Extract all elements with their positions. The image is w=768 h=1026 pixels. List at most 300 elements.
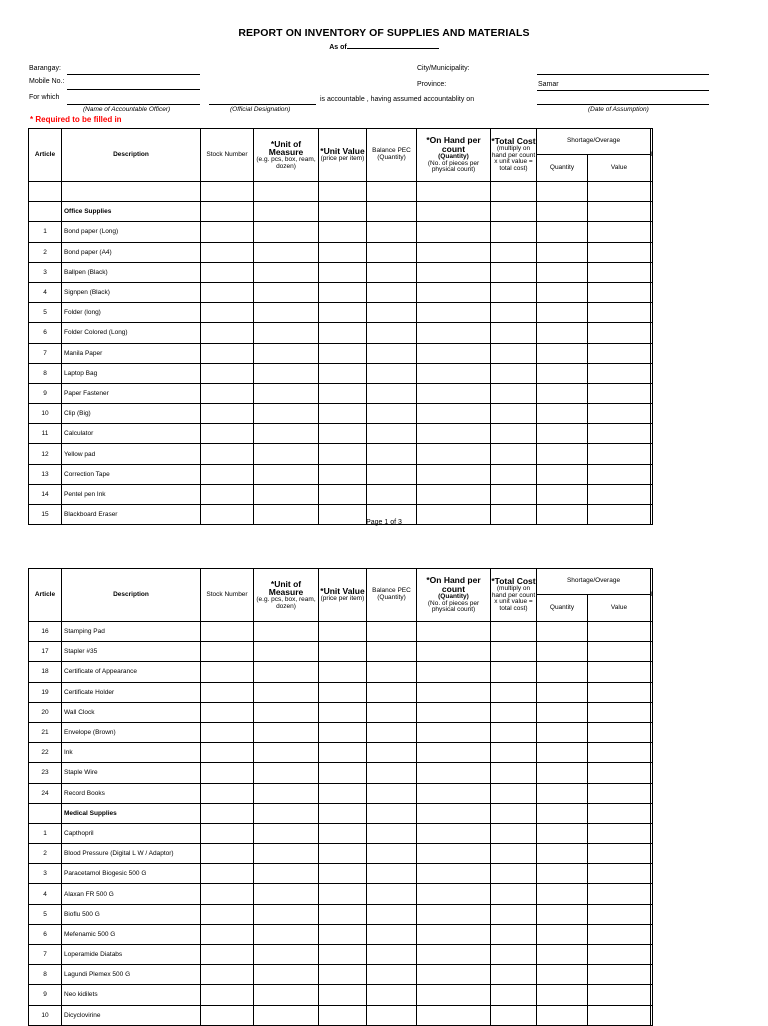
balance-pec-cell[interactable] bbox=[367, 803, 417, 823]
total-cost-cell[interactable] bbox=[491, 363, 537, 383]
shortage-value-cell[interactable] bbox=[588, 763, 651, 783]
shortage-quantity-cell[interactable] bbox=[537, 242, 588, 262]
remarks-cell[interactable] bbox=[651, 763, 653, 783]
stock-number-cell[interactable] bbox=[201, 904, 254, 924]
unit-measure-cell[interactable] bbox=[254, 965, 319, 985]
total-cost-cell[interactable] bbox=[491, 323, 537, 343]
balance-pec-cell[interactable] bbox=[367, 444, 417, 464]
shortage-value-cell[interactable] bbox=[588, 404, 651, 424]
shortage-quantity-cell[interactable] bbox=[537, 642, 588, 662]
stock-number-cell[interactable] bbox=[201, 404, 254, 424]
unit-value-cell[interactable] bbox=[319, 803, 367, 823]
unit-measure-cell[interactable] bbox=[254, 1005, 319, 1025]
remarks-cell[interactable] bbox=[651, 262, 653, 282]
province-field[interactable] bbox=[537, 90, 709, 91]
remarks-cell[interactable] bbox=[651, 464, 653, 484]
unit-value-cell[interactable] bbox=[319, 222, 367, 242]
shortage-quantity-cell[interactable] bbox=[537, 844, 588, 864]
unit-value-cell[interactable] bbox=[319, 682, 367, 702]
shortage-quantity-cell[interactable] bbox=[537, 464, 588, 484]
total-cost-cell[interactable] bbox=[491, 823, 537, 843]
balance-pec-cell[interactable] bbox=[367, 965, 417, 985]
balance-pec-cell[interactable] bbox=[367, 282, 417, 302]
remarks-cell[interactable] bbox=[651, 924, 653, 944]
on-hand-cell[interactable] bbox=[417, 262, 491, 282]
on-hand-cell[interactable] bbox=[417, 864, 491, 884]
total-cost-cell[interactable] bbox=[491, 904, 537, 924]
remarks-cell[interactable] bbox=[651, 803, 653, 823]
stock-number-cell[interactable] bbox=[201, 682, 254, 702]
stock-number-cell[interactable] bbox=[201, 1005, 254, 1025]
stock-number-cell[interactable] bbox=[201, 985, 254, 1005]
unit-value-cell[interactable] bbox=[319, 945, 367, 965]
unit-measure-cell[interactable] bbox=[254, 282, 319, 302]
unit-value-cell[interactable] bbox=[319, 783, 367, 803]
shortage-value-cell[interactable] bbox=[588, 985, 651, 1005]
balance-pec-cell[interactable] bbox=[367, 924, 417, 944]
shortage-value-cell[interactable] bbox=[588, 182, 651, 202]
unit-value-cell[interactable] bbox=[319, 182, 367, 202]
unit-measure-cell[interactable] bbox=[254, 323, 319, 343]
unit-measure-cell[interactable] bbox=[254, 424, 319, 444]
balance-pec-cell[interactable] bbox=[367, 1005, 417, 1025]
shortage-value-cell[interactable] bbox=[588, 743, 651, 763]
shortage-value-cell[interactable] bbox=[588, 844, 651, 864]
on-hand-cell[interactable] bbox=[417, 803, 491, 823]
total-cost-cell[interactable] bbox=[491, 303, 537, 323]
unit-measure-cell[interactable] bbox=[254, 904, 319, 924]
unit-value-cell[interactable] bbox=[319, 823, 367, 843]
balance-pec-cell[interactable] bbox=[367, 323, 417, 343]
unit-measure-cell[interactable] bbox=[254, 763, 319, 783]
unit-measure-cell[interactable] bbox=[254, 803, 319, 823]
balance-pec-cell[interactable] bbox=[367, 404, 417, 424]
unit-value-cell[interactable] bbox=[319, 343, 367, 363]
remarks-cell[interactable] bbox=[651, 864, 653, 884]
shortage-value-cell[interactable] bbox=[588, 444, 651, 464]
unit-measure-cell[interactable] bbox=[254, 303, 319, 323]
on-hand-cell[interactable] bbox=[417, 823, 491, 843]
shortage-quantity-cell[interactable] bbox=[537, 803, 588, 823]
total-cost-cell[interactable] bbox=[491, 844, 537, 864]
on-hand-cell[interactable] bbox=[417, 965, 491, 985]
unit-measure-cell[interactable] bbox=[254, 222, 319, 242]
stock-number-cell[interactable] bbox=[201, 702, 254, 722]
stock-number-cell[interactable] bbox=[201, 222, 254, 242]
shortage-value-cell[interactable] bbox=[588, 222, 651, 242]
on-hand-cell[interactable] bbox=[417, 945, 491, 965]
remarks-cell[interactable] bbox=[651, 282, 653, 302]
shortage-value-cell[interactable] bbox=[588, 1005, 651, 1025]
unit-value-cell[interactable] bbox=[319, 404, 367, 424]
stock-number-cell[interactable] bbox=[201, 662, 254, 682]
total-cost-cell[interactable] bbox=[491, 722, 537, 742]
remarks-cell[interactable] bbox=[651, 1005, 653, 1025]
unit-value-cell[interactable] bbox=[319, 464, 367, 484]
total-cost-cell[interactable] bbox=[491, 484, 537, 504]
on-hand-cell[interactable] bbox=[417, 242, 491, 262]
stock-number-cell[interactable] bbox=[201, 763, 254, 783]
on-hand-cell[interactable] bbox=[417, 444, 491, 464]
total-cost-cell[interactable] bbox=[491, 383, 537, 403]
unit-measure-cell[interactable] bbox=[254, 662, 319, 682]
on-hand-cell[interactable] bbox=[417, 202, 491, 222]
shortage-value-cell[interactable] bbox=[588, 722, 651, 742]
remarks-cell[interactable] bbox=[651, 182, 653, 202]
unit-value-cell[interactable] bbox=[319, 743, 367, 763]
remarks-cell[interactable] bbox=[651, 444, 653, 464]
unit-value-cell[interactable] bbox=[319, 642, 367, 662]
shortage-value-cell[interactable] bbox=[588, 924, 651, 944]
remarks-cell[interactable] bbox=[651, 404, 653, 424]
unit-measure-cell[interactable] bbox=[254, 682, 319, 702]
balance-pec-cell[interactable] bbox=[367, 823, 417, 843]
shortage-value-cell[interactable] bbox=[588, 622, 651, 642]
shortage-value-cell[interactable] bbox=[588, 783, 651, 803]
total-cost-cell[interactable] bbox=[491, 884, 537, 904]
shortage-quantity-cell[interactable] bbox=[537, 202, 588, 222]
unit-measure-cell[interactable] bbox=[254, 484, 319, 504]
remarks-cell[interactable] bbox=[651, 965, 653, 985]
unit-measure-cell[interactable] bbox=[254, 823, 319, 843]
total-cost-cell[interactable] bbox=[491, 702, 537, 722]
unit-measure-cell[interactable] bbox=[254, 242, 319, 262]
unit-measure-cell[interactable] bbox=[254, 202, 319, 222]
unit-value-cell[interactable] bbox=[319, 424, 367, 444]
accountable-officer-field[interactable] bbox=[67, 104, 200, 105]
unit-value-cell[interactable] bbox=[319, 985, 367, 1005]
unit-value-cell[interactable] bbox=[319, 444, 367, 464]
balance-pec-cell[interactable] bbox=[367, 363, 417, 383]
on-hand-cell[interactable] bbox=[417, 924, 491, 944]
balance-pec-cell[interactable] bbox=[367, 303, 417, 323]
shortage-quantity-cell[interactable] bbox=[537, 864, 588, 884]
stock-number-cell[interactable] bbox=[201, 323, 254, 343]
remarks-cell[interactable] bbox=[651, 424, 653, 444]
total-cost-cell[interactable] bbox=[491, 343, 537, 363]
unit-value-cell[interactable] bbox=[319, 965, 367, 985]
stock-number-cell[interactable] bbox=[201, 924, 254, 944]
balance-pec-cell[interactable] bbox=[367, 743, 417, 763]
balance-pec-cell[interactable] bbox=[367, 904, 417, 924]
shortage-value-cell[interactable] bbox=[588, 262, 651, 282]
total-cost-cell[interactable] bbox=[491, 444, 537, 464]
shortage-value-cell[interactable] bbox=[588, 464, 651, 484]
unit-measure-cell[interactable] bbox=[254, 404, 319, 424]
shortage-value-cell[interactable] bbox=[588, 904, 651, 924]
unit-value-cell[interactable] bbox=[319, 702, 367, 722]
total-cost-cell[interactable] bbox=[491, 783, 537, 803]
remarks-cell[interactable] bbox=[651, 823, 653, 843]
balance-pec-cell[interactable] bbox=[367, 222, 417, 242]
shortage-quantity-cell[interactable] bbox=[537, 343, 588, 363]
unit-value-cell[interactable] bbox=[319, 722, 367, 742]
unit-measure-cell[interactable] bbox=[254, 363, 319, 383]
unit-measure-cell[interactable] bbox=[254, 444, 319, 464]
shortage-quantity-cell[interactable] bbox=[537, 662, 588, 682]
total-cost-cell[interactable] bbox=[491, 985, 537, 1005]
total-cost-cell[interactable] bbox=[491, 864, 537, 884]
unit-measure-cell[interactable] bbox=[254, 343, 319, 363]
remarks-cell[interactable] bbox=[651, 303, 653, 323]
total-cost-cell[interactable] bbox=[491, 945, 537, 965]
stock-number-cell[interactable] bbox=[201, 864, 254, 884]
unit-measure-cell[interactable] bbox=[254, 884, 319, 904]
unit-measure-cell[interactable] bbox=[254, 945, 319, 965]
balance-pec-cell[interactable] bbox=[367, 722, 417, 742]
remarks-cell[interactable] bbox=[651, 844, 653, 864]
shortage-value-cell[interactable] bbox=[588, 242, 651, 262]
unit-measure-cell[interactable] bbox=[254, 985, 319, 1005]
unit-measure-cell[interactable] bbox=[254, 182, 319, 202]
total-cost-cell[interactable] bbox=[491, 924, 537, 944]
stock-number-cell[interactable] bbox=[201, 823, 254, 843]
balance-pec-cell[interactable] bbox=[367, 182, 417, 202]
balance-pec-cell[interactable] bbox=[367, 242, 417, 262]
on-hand-cell[interactable] bbox=[417, 383, 491, 403]
remarks-cell[interactable] bbox=[651, 702, 653, 722]
remarks-cell[interactable] bbox=[651, 904, 653, 924]
total-cost-cell[interactable] bbox=[491, 803, 537, 823]
on-hand-cell[interactable] bbox=[417, 182, 491, 202]
shortage-value-cell[interactable] bbox=[588, 965, 651, 985]
stock-number-cell[interactable] bbox=[201, 343, 254, 363]
remarks-cell[interactable] bbox=[651, 682, 653, 702]
shortage-quantity-cell[interactable] bbox=[537, 363, 588, 383]
on-hand-cell[interactable] bbox=[417, 722, 491, 742]
balance-pec-cell[interactable] bbox=[367, 262, 417, 282]
shortage-quantity-cell[interactable] bbox=[537, 924, 588, 944]
unit-value-cell[interactable] bbox=[319, 303, 367, 323]
remarks-cell[interactable] bbox=[651, 222, 653, 242]
shortage-quantity-cell[interactable] bbox=[537, 702, 588, 722]
on-hand-cell[interactable] bbox=[417, 484, 491, 504]
remarks-cell[interactable] bbox=[651, 662, 653, 682]
shortage-quantity-cell[interactable] bbox=[537, 303, 588, 323]
stock-number-cell[interactable] bbox=[201, 262, 254, 282]
shortage-value-cell[interactable] bbox=[588, 282, 651, 302]
shortage-value-cell[interactable] bbox=[588, 343, 651, 363]
on-hand-cell[interactable] bbox=[417, 303, 491, 323]
unit-measure-cell[interactable] bbox=[254, 722, 319, 742]
balance-pec-cell[interactable] bbox=[367, 985, 417, 1005]
unit-value-cell[interactable] bbox=[319, 844, 367, 864]
mobile-field[interactable] bbox=[67, 89, 200, 90]
unit-measure-cell[interactable] bbox=[254, 743, 319, 763]
shortage-value-cell[interactable] bbox=[588, 303, 651, 323]
unit-measure-cell[interactable] bbox=[254, 464, 319, 484]
remarks-cell[interactable] bbox=[651, 484, 653, 504]
total-cost-cell[interactable] bbox=[491, 404, 537, 424]
shortage-value-cell[interactable] bbox=[588, 702, 651, 722]
shortage-quantity-cell[interactable] bbox=[537, 484, 588, 504]
total-cost-cell[interactable] bbox=[491, 424, 537, 444]
balance-pec-cell[interactable] bbox=[367, 702, 417, 722]
on-hand-cell[interactable] bbox=[417, 622, 491, 642]
shortage-quantity-cell[interactable] bbox=[537, 282, 588, 302]
remarks-cell[interactable] bbox=[651, 323, 653, 343]
balance-pec-cell[interactable] bbox=[367, 622, 417, 642]
on-hand-cell[interactable] bbox=[417, 424, 491, 444]
unit-value-cell[interactable] bbox=[319, 864, 367, 884]
shortage-quantity-cell[interactable] bbox=[537, 622, 588, 642]
balance-pec-cell[interactable] bbox=[367, 783, 417, 803]
unit-measure-cell[interactable] bbox=[254, 383, 319, 403]
unit-value-cell[interactable] bbox=[319, 662, 367, 682]
stock-number-cell[interactable] bbox=[201, 945, 254, 965]
shortage-quantity-cell[interactable] bbox=[537, 884, 588, 904]
total-cost-cell[interactable] bbox=[491, 1005, 537, 1025]
remarks-cell[interactable] bbox=[651, 202, 653, 222]
stock-number-cell[interactable] bbox=[201, 363, 254, 383]
shortage-quantity-cell[interactable] bbox=[537, 222, 588, 242]
balance-pec-cell[interactable] bbox=[367, 763, 417, 783]
unit-measure-cell[interactable] bbox=[254, 783, 319, 803]
shortage-value-cell[interactable] bbox=[588, 424, 651, 444]
unit-value-cell[interactable] bbox=[319, 242, 367, 262]
unit-measure-cell[interactable] bbox=[254, 924, 319, 944]
remarks-cell[interactable] bbox=[651, 783, 653, 803]
shortage-quantity-cell[interactable] bbox=[537, 783, 588, 803]
balance-pec-cell[interactable] bbox=[367, 864, 417, 884]
on-hand-cell[interactable] bbox=[417, 743, 491, 763]
shortage-value-cell[interactable] bbox=[588, 662, 651, 682]
balance-pec-cell[interactable] bbox=[367, 202, 417, 222]
on-hand-cell[interactable] bbox=[417, 343, 491, 363]
unit-value-cell[interactable] bbox=[319, 202, 367, 222]
on-hand-cell[interactable] bbox=[417, 282, 491, 302]
remarks-cell[interactable] bbox=[651, 622, 653, 642]
shortage-quantity-cell[interactable] bbox=[537, 182, 588, 202]
remarks-cell[interactable] bbox=[651, 743, 653, 763]
on-hand-cell[interactable] bbox=[417, 904, 491, 924]
unit-measure-cell[interactable] bbox=[254, 642, 319, 662]
total-cost-cell[interactable] bbox=[491, 662, 537, 682]
on-hand-cell[interactable] bbox=[417, 763, 491, 783]
unit-value-cell[interactable] bbox=[319, 363, 367, 383]
unit-value-cell[interactable] bbox=[319, 323, 367, 343]
date-of-assumption-field[interactable] bbox=[537, 104, 709, 105]
shortage-quantity-cell[interactable] bbox=[537, 904, 588, 924]
shortage-quantity-cell[interactable] bbox=[537, 1005, 588, 1025]
remarks-cell[interactable] bbox=[651, 884, 653, 904]
on-hand-cell[interactable] bbox=[417, 783, 491, 803]
on-hand-cell[interactable] bbox=[417, 642, 491, 662]
stock-number-cell[interactable] bbox=[201, 242, 254, 262]
balance-pec-cell[interactable] bbox=[367, 642, 417, 662]
shortage-value-cell[interactable] bbox=[588, 484, 651, 504]
balance-pec-cell[interactable] bbox=[367, 844, 417, 864]
official-designation-field[interactable] bbox=[209, 104, 316, 105]
stock-number-cell[interactable] bbox=[201, 642, 254, 662]
shortage-quantity-cell[interactable] bbox=[537, 763, 588, 783]
remarks-cell[interactable] bbox=[651, 383, 653, 403]
stock-number-cell[interactable] bbox=[201, 464, 254, 484]
unit-value-cell[interactable] bbox=[319, 904, 367, 924]
barangay-field[interactable] bbox=[67, 74, 200, 75]
balance-pec-cell[interactable] bbox=[367, 682, 417, 702]
shortage-quantity-cell[interactable] bbox=[537, 945, 588, 965]
stock-number-cell[interactable] bbox=[201, 803, 254, 823]
remarks-cell[interactable] bbox=[651, 985, 653, 1005]
unit-measure-cell[interactable] bbox=[254, 702, 319, 722]
unit-value-cell[interactable] bbox=[319, 622, 367, 642]
shortage-value-cell[interactable] bbox=[588, 323, 651, 343]
unit-value-cell[interactable] bbox=[319, 884, 367, 904]
shortage-quantity-cell[interactable] bbox=[537, 323, 588, 343]
total-cost-cell[interactable] bbox=[491, 282, 537, 302]
balance-pec-cell[interactable] bbox=[367, 884, 417, 904]
on-hand-cell[interactable] bbox=[417, 404, 491, 424]
total-cost-cell[interactable] bbox=[491, 182, 537, 202]
stock-number-cell[interactable] bbox=[201, 743, 254, 763]
on-hand-cell[interactable] bbox=[417, 682, 491, 702]
remarks-cell[interactable] bbox=[651, 722, 653, 742]
unit-value-cell[interactable] bbox=[319, 1005, 367, 1025]
shortage-value-cell[interactable] bbox=[588, 864, 651, 884]
total-cost-cell[interactable] bbox=[491, 763, 537, 783]
remarks-cell[interactable] bbox=[651, 642, 653, 662]
balance-pec-cell[interactable] bbox=[367, 424, 417, 444]
on-hand-cell[interactable] bbox=[417, 985, 491, 1005]
stock-number-cell[interactable] bbox=[201, 965, 254, 985]
unit-value-cell[interactable] bbox=[319, 763, 367, 783]
shortage-quantity-cell[interactable] bbox=[537, 424, 588, 444]
stock-number-cell[interactable] bbox=[201, 722, 254, 742]
balance-pec-cell[interactable] bbox=[367, 662, 417, 682]
shortage-quantity-cell[interactable] bbox=[537, 262, 588, 282]
on-hand-cell[interactable] bbox=[417, 222, 491, 242]
total-cost-cell[interactable] bbox=[491, 464, 537, 484]
stock-number-cell[interactable] bbox=[201, 424, 254, 444]
shortage-value-cell[interactable] bbox=[588, 803, 651, 823]
unit-measure-cell[interactable] bbox=[254, 844, 319, 864]
stock-number-cell[interactable] bbox=[201, 182, 254, 202]
stock-number-cell[interactable] bbox=[201, 622, 254, 642]
on-hand-cell[interactable] bbox=[417, 884, 491, 904]
remarks-cell[interactable] bbox=[651, 242, 653, 262]
shortage-value-cell[interactable] bbox=[588, 363, 651, 383]
total-cost-cell[interactable] bbox=[491, 743, 537, 763]
total-cost-cell[interactable] bbox=[491, 965, 537, 985]
remarks-cell[interactable] bbox=[651, 343, 653, 363]
shortage-value-cell[interactable] bbox=[588, 823, 651, 843]
unit-measure-cell[interactable] bbox=[254, 262, 319, 282]
total-cost-cell[interactable] bbox=[491, 622, 537, 642]
total-cost-cell[interactable] bbox=[491, 682, 537, 702]
remarks-cell[interactable] bbox=[651, 363, 653, 383]
stock-number-cell[interactable] bbox=[201, 884, 254, 904]
shortage-quantity-cell[interactable] bbox=[537, 743, 588, 763]
city-field[interactable] bbox=[537, 74, 709, 75]
stock-number-cell[interactable] bbox=[201, 844, 254, 864]
balance-pec-cell[interactable] bbox=[367, 484, 417, 504]
shortage-quantity-cell[interactable] bbox=[537, 682, 588, 702]
shortage-quantity-cell[interactable] bbox=[537, 823, 588, 843]
total-cost-cell[interactable] bbox=[491, 262, 537, 282]
shortage-quantity-cell[interactable] bbox=[537, 444, 588, 464]
balance-pec-cell[interactable] bbox=[367, 464, 417, 484]
total-cost-cell[interactable] bbox=[491, 242, 537, 262]
balance-pec-cell[interactable] bbox=[367, 945, 417, 965]
unit-value-cell[interactable] bbox=[319, 383, 367, 403]
unit-measure-cell[interactable] bbox=[254, 864, 319, 884]
stock-number-cell[interactable] bbox=[201, 783, 254, 803]
unit-value-cell[interactable] bbox=[319, 262, 367, 282]
on-hand-cell[interactable] bbox=[417, 464, 491, 484]
unit-measure-cell[interactable] bbox=[254, 622, 319, 642]
stock-number-cell[interactable] bbox=[201, 282, 254, 302]
